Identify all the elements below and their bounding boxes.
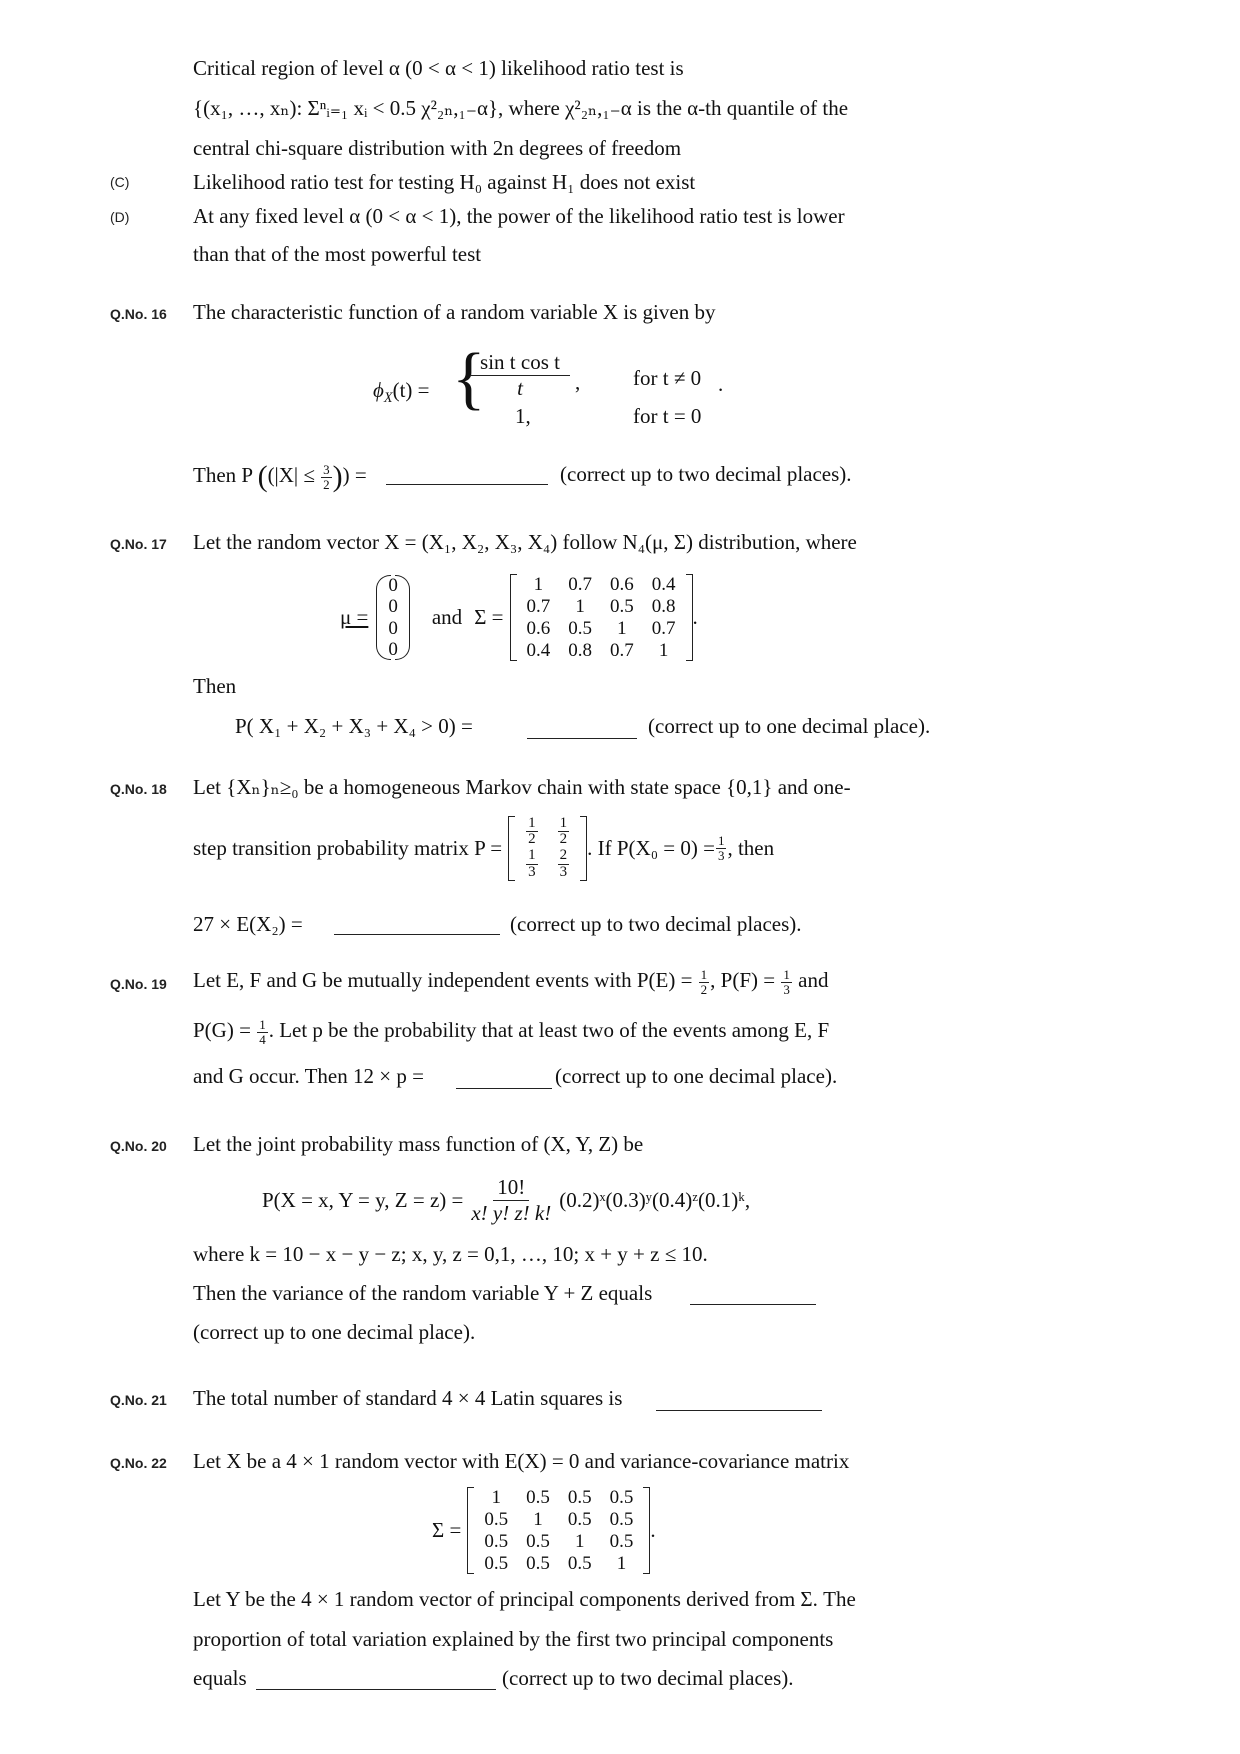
pmf-fraction xyxy=(471,1175,551,1226)
matrix-cell: 0.5 xyxy=(567,1487,592,1508)
question-18-text: Let {Xₙ}ₙ≥₀ be a homogeneous Markov chain with state space {0,1} and one- xyxy=(193,775,851,799)
critical-region-where: where χ²₂ₙ,₁₋α is the α-th quantile of the xyxy=(508,96,849,120)
char-function-lhs xyxy=(373,378,430,407)
question-22-sigma xyxy=(432,1487,656,1574)
and-word: and xyxy=(431,605,463,630)
matrix-cell: 0.8 xyxy=(568,639,593,661)
matrix-cell: 1 xyxy=(533,1508,543,1530)
critical-region-expression: {(x₁, …, xₙ): Σⁿᵢ₌₁ xᵢ < 0.5 χ²₂ₙ,₁₋α}, xyxy=(193,96,504,120)
sigma-matrix xyxy=(510,574,693,661)
covariance-matrix xyxy=(467,1487,650,1574)
answer-blank-17[interactable] xyxy=(527,738,637,739)
prev-question-line-3: central chi-square distribution with 2n degrees of freedom xyxy=(193,136,682,160)
p01-den: 2 xyxy=(559,831,568,848)
option-d-label: (D) xyxy=(110,209,130,225)
prev-question-line-2 xyxy=(193,96,848,121)
question-20-where: where k = 10 − x − y − z; x, y, z = 0,1, …, 10; x + y + z ≤ 10. xyxy=(193,1242,708,1266)
matrix-cell: 0.7 xyxy=(610,639,634,661)
case-1-comma: , xyxy=(575,370,581,394)
q19-text-b: , P(F) = xyxy=(710,968,776,992)
question-18-label: Q.No. 18 xyxy=(110,781,167,797)
question-19-precision: (correct up to one decimal place). xyxy=(555,1064,838,1088)
fraction-numerator: 1 xyxy=(259,1017,266,1033)
matrix-cell: 1 xyxy=(574,1530,585,1552)
question-18-expression: 27 × E(X₂) = xyxy=(193,912,303,936)
one-third-fraction xyxy=(716,834,727,862)
case-1-condition: for t ≠ 0 xyxy=(633,366,702,390)
question-17-then: Then xyxy=(193,674,237,698)
three-halves-fraction xyxy=(321,463,332,491)
pmf-rhs: (0.2)ˣ(0.3)ʸ(0.4)ᶻ(0.1)ᵏ, xyxy=(559,1187,751,1212)
fraction-denominator: 3 xyxy=(783,981,790,997)
equals: ) = xyxy=(342,462,367,487)
pmf-lhs: P(X = x, Y = y, Z = z) = xyxy=(262,1187,464,1212)
q19-text-d: P(G) = xyxy=(193,1018,251,1042)
case-2-value: 1, xyxy=(515,404,531,428)
matrix-cell: 0.5 xyxy=(567,1508,592,1530)
question-20-label: Q.No. 20 xyxy=(110,1138,167,1154)
pmf-denominator: x! y! z! k! xyxy=(471,1200,552,1225)
fraction-numerator: 1 xyxy=(783,967,790,983)
question-18-precision: (correct up to two decimal places). xyxy=(510,912,802,936)
matrix-cell: 0.5 xyxy=(484,1552,509,1574)
question-22-line-3: proportion of total variation explained by the first two principal components xyxy=(193,1627,834,1651)
fraction-numerator: 1 xyxy=(700,967,708,983)
question-19-label: Q.No. 19 xyxy=(110,976,167,992)
fraction-denominator: 4 xyxy=(259,1031,266,1047)
answer-blank-19[interactable] xyxy=(456,1088,552,1089)
matrix-cell: 1 xyxy=(658,639,669,661)
fraction-numerator: 1 xyxy=(717,832,725,848)
question-17-label: Q.No. 17 xyxy=(110,536,167,552)
then-p: Then P xyxy=(193,462,253,487)
option-d-text-2: than that of the most powerful test xyxy=(193,242,482,266)
option-c-label: (C) xyxy=(110,174,130,190)
question-20-then: Then the variance of the random variable Y + Z equals xyxy=(193,1281,653,1305)
matrix-cell: 0.4 xyxy=(651,574,676,595)
answer-blank-20[interactable] xyxy=(690,1304,816,1305)
answer-blank-18[interactable] xyxy=(334,934,500,935)
matrix-cell: 1 xyxy=(575,595,585,617)
left-brace: { xyxy=(452,340,486,417)
matrix-cell: 0.5 xyxy=(609,1508,634,1530)
mu-label: μ = xyxy=(340,605,369,630)
matrix-cell: 0.7 xyxy=(651,617,676,639)
question-17-text: Let the random vector X = (X₁, X₂, X₃, X₄) follow N₄(μ, Σ) distribution, where xyxy=(193,530,857,554)
p10-den: 3 xyxy=(528,863,536,880)
option-d-text-1: At any fixed level α (0 < α < 1), the power of the likelihood ratio test is lower xyxy=(193,204,845,228)
sigma-label: Σ = xyxy=(432,1518,462,1543)
p11-den: 3 xyxy=(559,863,568,880)
initial-prob: . If P(X₀ = 0) = xyxy=(587,835,715,860)
matrix-cell: 0.8 xyxy=(651,595,676,617)
p11-num: 2 xyxy=(559,847,568,863)
question-20-text: Let the joint probability mass function of (X, Y, Z) be xyxy=(193,1132,644,1156)
answer-blank-22[interactable] xyxy=(256,1689,496,1690)
question-18-matrix-line xyxy=(193,808,774,888)
pmf-formula xyxy=(262,1168,750,1232)
paren-close: ) xyxy=(332,460,343,493)
question-16-precision: (correct up to two decimal places). xyxy=(560,462,852,486)
mu-entry: 0 xyxy=(388,596,398,618)
matrix-cell: 1 xyxy=(491,1487,501,1508)
p-f-fraction xyxy=(781,968,792,996)
question-21-label: Q.No. 21 xyxy=(110,1392,167,1408)
then-word: , then xyxy=(727,835,775,860)
question-17-probability: P( X₁ + X₂ + X₃ + X₄ > 0) = xyxy=(235,714,473,738)
fraction-denominator: 2 xyxy=(700,981,708,997)
matrix-cell: 0.5 xyxy=(567,1552,592,1574)
answer-blank-16[interactable] xyxy=(386,484,548,485)
prev-question-line-1: Critical region of level α (0 < α < 1) likelihood ratio test is xyxy=(193,56,684,80)
question-16-label: Q.No. 16 xyxy=(110,306,167,322)
fraction-denominator: 3 xyxy=(717,847,725,863)
matrix-cell: 1 xyxy=(533,574,544,595)
question-22-line-2: Let Y be the 4 × 1 random vector of principal components derived from Σ. The xyxy=(193,1587,856,1611)
question-19-line-3: and G occur. Then 12 × p = xyxy=(193,1064,424,1088)
p10-num: 1 xyxy=(528,847,536,863)
mu-entry: 0 xyxy=(388,575,398,597)
matrix-cell: 0.5 xyxy=(484,1508,509,1530)
case-1-numerator: sin t cos t xyxy=(470,350,570,376)
mu-vector xyxy=(376,575,410,660)
answer-blank-21[interactable] xyxy=(656,1410,822,1411)
question-21-text: The total number of standard 4 × 4 Latin squares is xyxy=(193,1386,623,1410)
matrix-period: . xyxy=(650,1518,656,1543)
matrix-cell: 0.5 xyxy=(484,1530,509,1552)
p-e-fraction xyxy=(699,968,710,996)
fraction-numerator: 3 xyxy=(323,461,330,477)
q19-text-a: Let E, F and G be mutually independent events with P(E) = xyxy=(193,968,693,992)
matrix-cell: 0.5 xyxy=(526,1487,550,1508)
p-g-fraction xyxy=(257,1018,268,1046)
matrix-period: . xyxy=(692,605,698,630)
q19-text-e: . Let p be the probability that at least two of the events among E, F xyxy=(268,1018,830,1042)
matrix-cell: 0.6 xyxy=(610,574,634,595)
transition-matrix xyxy=(508,816,587,881)
fraction-denominator: 2 xyxy=(323,476,330,492)
question-16-text: The characteristic function of a random variable X is given by xyxy=(193,300,716,324)
question-19-line-2 xyxy=(193,1018,829,1046)
matrix-cell: 0.7 xyxy=(526,595,551,617)
question-20-precision: (correct up to one decimal place). xyxy=(193,1320,476,1344)
case-1-denominator: t xyxy=(517,376,523,400)
matrix-cell: 0.7 xyxy=(568,574,593,595)
phi-subscript: X xyxy=(383,390,393,407)
phi-argument: (t) = xyxy=(392,378,430,402)
p01-num: 1 xyxy=(559,814,568,831)
pmf-numerator: 10! xyxy=(493,1175,529,1201)
q19-text-c: and xyxy=(792,968,829,992)
question-22-text: Let X be a 4 × 1 random vector with E(X) = 0 and variance-covariance matrix xyxy=(193,1449,850,1473)
matrix-cell: 0.5 xyxy=(526,1530,550,1552)
matrix-cell: 1 xyxy=(617,617,627,639)
step-text: step transition probability matrix P = xyxy=(193,835,503,860)
option-c-text: Likelihood ratio test for testing H₀ against H₁ does not exist xyxy=(193,170,696,194)
matrix-cell: 0.5 xyxy=(610,595,634,617)
matrix-cell: 1 xyxy=(616,1552,627,1574)
matrix-cell: 0.5 xyxy=(526,1552,550,1574)
case-2-condition: for t = 0 xyxy=(633,404,702,428)
mu-entry: 0 xyxy=(388,617,398,639)
question-22-label: Q.No. 22 xyxy=(110,1455,167,1471)
question-17-precision: (correct up to one decimal place). xyxy=(648,714,931,738)
phi-symbol: ϕ xyxy=(373,378,384,402)
p00-num: 1 xyxy=(528,814,536,831)
matrix-cell: 0.5 xyxy=(609,1530,634,1552)
case-1-fraction xyxy=(470,350,570,401)
question-16-ask xyxy=(193,460,367,494)
question-22-precision: (correct up to two decimal places). xyxy=(502,1666,794,1690)
mu-entry: 0 xyxy=(388,638,398,660)
matrix-cell: 0.5 xyxy=(568,617,593,639)
abs-x-le: (|X| ≤ xyxy=(267,462,315,487)
matrix-cell: 0.6 xyxy=(526,617,551,639)
p00-den: 2 xyxy=(528,831,536,848)
matrix-cell: 0.4 xyxy=(526,639,551,661)
case-period: . xyxy=(718,372,724,396)
paren-open: ( xyxy=(257,460,268,493)
sigma-label: Σ = xyxy=(474,605,504,630)
matrix-cell: 0.5 xyxy=(609,1487,634,1508)
question-22-equals: equals xyxy=(193,1666,247,1690)
question-17-parameters xyxy=(340,574,698,661)
question-19-line-1 xyxy=(193,968,828,996)
